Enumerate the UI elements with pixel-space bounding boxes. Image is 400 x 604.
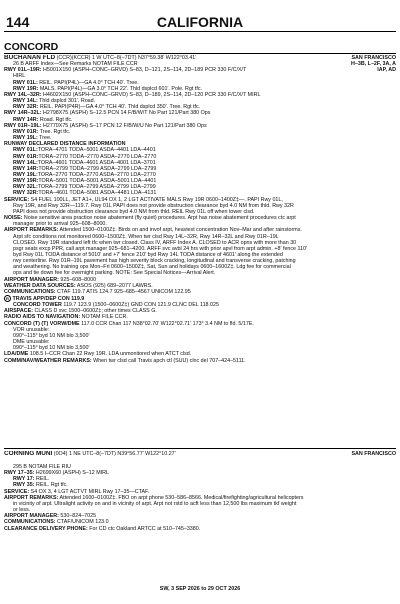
airport-elev: 26 B ARFF Index—See Remarks NOTAM FILE CCR xyxy=(13,61,138,68)
chart-refs: H–3B, L–2F, 3A, A xyxy=(351,61,396,68)
remarks-line: CLEARANCE DELIVERY PHONE: For CD ctc Oakland ARTCC at 510–745–3380. xyxy=(4,525,201,532)
declared-distance-title: RUNWAY DECLARED DISTANCE INFORMATION xyxy=(4,141,126,148)
runway-label: RWY 01L–19R: xyxy=(4,67,42,74)
runway-line: RWY 14R: Road. Rgt tfc. xyxy=(13,116,73,123)
remarks-line: COMMUNICATIONS: CTAF 119.7 ATIS 124.7 925–685–4567 UNICOM 122.95 xyxy=(4,288,191,295)
remarks-line: WEATHER DATA SOURCES: ASOS (925) 689–2077 LAWRS. xyxy=(4,282,153,289)
entry-divider xyxy=(4,448,396,449)
remarks-line: ops and tie down fee for overnight parking. NOTE: See Special Notices—Arrival Alert. xyxy=(13,270,216,277)
remarks-line: PAPI does not provide obstruction clearance byd 4.0 NM from thld. REIL Rwy 01L off when tower clsd. xyxy=(13,208,255,215)
runway-line: RWY 35: REIL. Rgt tfc. xyxy=(13,482,68,489)
airport-ident: (CCR)(KCCR) xyxy=(56,55,91,61)
declared-distance-row: RWY 14R:TORA–2799 TODA–2799 ASDA–2799 LDA–2799 xyxy=(13,165,157,172)
airport-location: 1 W UTC–8(–7DT) N37°59.38′ W122°03.41′ xyxy=(91,55,197,61)
comm-line: COMM/NAV/WEATHER REMARKS: When twr clsd call Travis apch ctl (SUU) clnc del 707–424–5111. xyxy=(4,357,246,364)
remarks-line: AIRPORT MANAGER: 530–824–7025 xyxy=(4,513,97,520)
remarks-line: AIRPORT REMARKS: Attended 1500–0100Z‡. Birds on and invof arpt, heaviest concentration Nov–Mar and after rainstorms. xyxy=(4,227,302,234)
remarks-line: and weathering. No training ops Mon–Fri 0600–1500Z‡, Sat, Sun and holidays 0600–1600Z‡. Ldg fee for commercial xyxy=(13,264,291,271)
runway-line: RWY 32R: REIL. PAPI(P4R)—GA 4.0° TCH 40′. Thld dsplcd 350′. Tree. Rgt tfc. xyxy=(13,104,201,111)
remarks-line: rwy centerline. Rwy 01R–19L pavement has high severity block cracking, longitudinal and transverse cracking, patching xyxy=(13,258,296,265)
remarks-line: COMMUNICATIONS: CTAF/UNICOM 123.0 xyxy=(4,519,109,526)
declared-distance-row: RWY 01R:TORA–2770 TODA–2770 ASDA–2770 LDA–2770 xyxy=(13,153,157,160)
region-label: SAN FRANCISCO xyxy=(351,451,396,457)
airport-ident: (0O4) xyxy=(53,451,68,457)
header-rule xyxy=(4,31,396,32)
remarks-line: AIRPORT MANAGER: 925–608–8000 xyxy=(4,276,97,283)
runway-line xyxy=(4,67,396,73)
comm-line: LDA/DME 108.5 I–CCR Chan 22 Rwy 19R. LDA unmonitored when ATCT clsd. xyxy=(4,351,192,358)
airport-name: BUCHANAN FLD xyxy=(4,55,56,61)
remarks-line: manager prior to arrival 925–608–8000. xyxy=(13,221,107,228)
city-heading: CONCORD xyxy=(4,41,59,53)
runway-line: RWY 01R–19L: H2770X75 (ASPH) S–17 PCN 12 F/B/W/U No Part 121/Part 380 Ops xyxy=(4,122,207,129)
airport-info-line: 295 B NOTAM FILE RIU xyxy=(13,464,71,470)
comm-line: CONCORD TOWER 119.7 123.9 (1500–0600Z‡) GND CON 121.9 CLNC DEL 118.025 xyxy=(13,302,219,309)
runway-line: RWY 01R: Tree. Rgt tfc. xyxy=(13,128,71,135)
comm-line: CONCORD (T) (T) VORW/DME 117.0 CCR Chan 117 N38°02.70′ W122°02.71′ 173° 3.4 NM to fld. 5/17E. xyxy=(4,320,254,327)
city-rule xyxy=(4,53,396,54)
page-number: 144 xyxy=(6,14,30,30)
comm-line: RADIO AIDS TO NAVIGATION: NOTAM FILE CCR. xyxy=(4,314,128,321)
runway-line: RWY 14R–32L: H2798X75 (ASPH) S–12.5 PCN 14 F/B/W/T No Part 121/Part 380 Ops xyxy=(4,110,211,117)
airport-entry-corning xyxy=(4,451,396,532)
comm-line: 090°–115° byd 10 NM blo 3,500′ xyxy=(13,345,90,352)
declared-distance-row: RWY 14L:TORA–4601 TODA–4601 ASDA–4001 LDA–3701 xyxy=(13,159,156,166)
remarks-line: SERVICE: S4 OX 3, 4 LGT ACTVT MIRL Rwy 17–35—CTAF. xyxy=(4,488,150,495)
remarks-line: CLOSED. Rwy 19R standard left tfc when twr closed. Class IV, ARFF Index A. CLOSED to ACR opns with more than 30 xyxy=(13,239,297,246)
comm-line: AIRSPACE: CLASS D svc 1500–0600Z‡; other times CLASS G. xyxy=(4,308,157,315)
remarks-line: NOISE: Noise sensitive area practice noise abatement (fly quiet) procedures. Arpt has noise abatement procedures ctc arpt xyxy=(4,215,296,222)
remarks-line: byd Rwy 01L TODA distance of 5010′ and +7′ fence 210′ byd Rwy 14L TODA distance of 4601′ along the extended xyxy=(13,252,283,258)
declared-distance-row: RWY 32R:TORA–4601 TODA–5081 ASDA–4481 LDA–4131 xyxy=(13,190,157,197)
runway-line: RWY 17: REIL. xyxy=(13,476,50,483)
runway-line: RWY 14L: Thld dsplcd 301′. Road. xyxy=(13,98,96,105)
remarks-line: AIRPORT REMARKS: Attended 1600–0100Z‡. FBO on arpt phone 530–586–8566. Medical/firefighting/agricultural helicopters xyxy=(4,494,304,501)
airport-header xyxy=(4,451,396,464)
remarks-line: Arpt sfc conditions not monitored 0600–1500Z‡. When twr clsd Rwy 14L–32R, Rwy 14R–32L and Rwy 01R–19L xyxy=(13,233,279,240)
page-footer: SW, 3 SEP 2026 to 29 OCT 2026 xyxy=(159,586,241,592)
declared-distance-row: RWY 01L:TORA–4701 TODA–5001 ASDA–4401 LDA–4401 xyxy=(13,147,156,154)
region-label: SAN FRANCISCO xyxy=(351,55,396,61)
runway-line: RWY 19L: Tree. xyxy=(13,135,52,142)
airport-location: 1 NE UTC–8(–7DT) N39°56.77′ W122°10.27′ xyxy=(68,451,176,457)
declared-distance-row: RWY 19L:TORA–2770 TODA–2770 ASDA–2770 LDA–2770 xyxy=(13,171,156,178)
remarks-line: Rwy 19R, and Rwy 32R—119.7. Rwy 01L PAPI does not provide obstruction clearance byd 4.0 NM from thld. Rwy 32R xyxy=(13,202,294,209)
remarks-line: or less. xyxy=(13,507,31,514)
chart-refs-2: IAP, AD xyxy=(377,67,396,74)
comm-line: 090°–115° byd 10 NM blo 3,500′ xyxy=(13,332,90,339)
runway-line: RWY 17–35: H2699X60 (ASPH) S–12 MIRL xyxy=(4,470,109,477)
runway-line: HIRL xyxy=(13,73,26,80)
runway-line: RWY 19R: MALS. PAPI(P4L)—GA 3.0° TCH 22′. Thld dsplcd 601′. Pole. Rgt tfc. xyxy=(13,85,202,92)
airport-name: CORNING MUNI xyxy=(4,451,53,457)
remarks-line: psgr seats excp PPR, call arpt manager 925–681–4200. ARFF svc avbl 24 hrs with prior apvl from arpt admin. +8′ fence 110′ xyxy=(13,245,308,252)
state-title: CALIFORNIA xyxy=(156,14,244,30)
remarks-line: in vicinity of arpt. Ultralight activity on and in vicinity of arpt. Arpt not rstd to acft less than 12,500 lbs maximum tkf weight xyxy=(13,500,297,507)
rco-circle-icon: R xyxy=(4,295,11,302)
rco-line: R TRAVIS APP/DEP CON 119.9 xyxy=(4,295,396,302)
comm-line: VOR unusable: xyxy=(13,326,50,333)
runway-line: RWY 14L–32R: H4602X150 (ASPH–CONC–GRVD) S–83, D–189, 2S–114, 2D–120 PCR 330 F/C/X/T MIRL xyxy=(4,91,261,98)
runway-text: H5001X150 (ASPH–CONC–GRVD) S–83, D–121, 2S–114, 2D–189 PCR 330 F/C/X/T xyxy=(41,67,247,74)
declared-distance-row: RWY 19R:TORA–5001 TODA–5001 ASDA–5001 LDA–4401 xyxy=(13,178,157,185)
declared-distance-row: RWY 32L:TORA–2799 TODA–2799 ASDA–2799 LDA–2799 xyxy=(13,184,156,191)
runway-line: RWY 01L: REIL. PAPI(P4L)—GA 4.0° TCH 40′. Tree. xyxy=(13,79,139,86)
remarks-line: SERVICE: S4 FUEL 100LL, JET A1+, UL94 OX 1, 2 LGT ACTIVATE MALS Rwy 19R 0600–1400Z‡—. PAPI Rwy 01L, xyxy=(4,196,283,203)
airport-entry-buchanan xyxy=(4,55,396,364)
comm-line: DME unusable: xyxy=(13,339,50,346)
